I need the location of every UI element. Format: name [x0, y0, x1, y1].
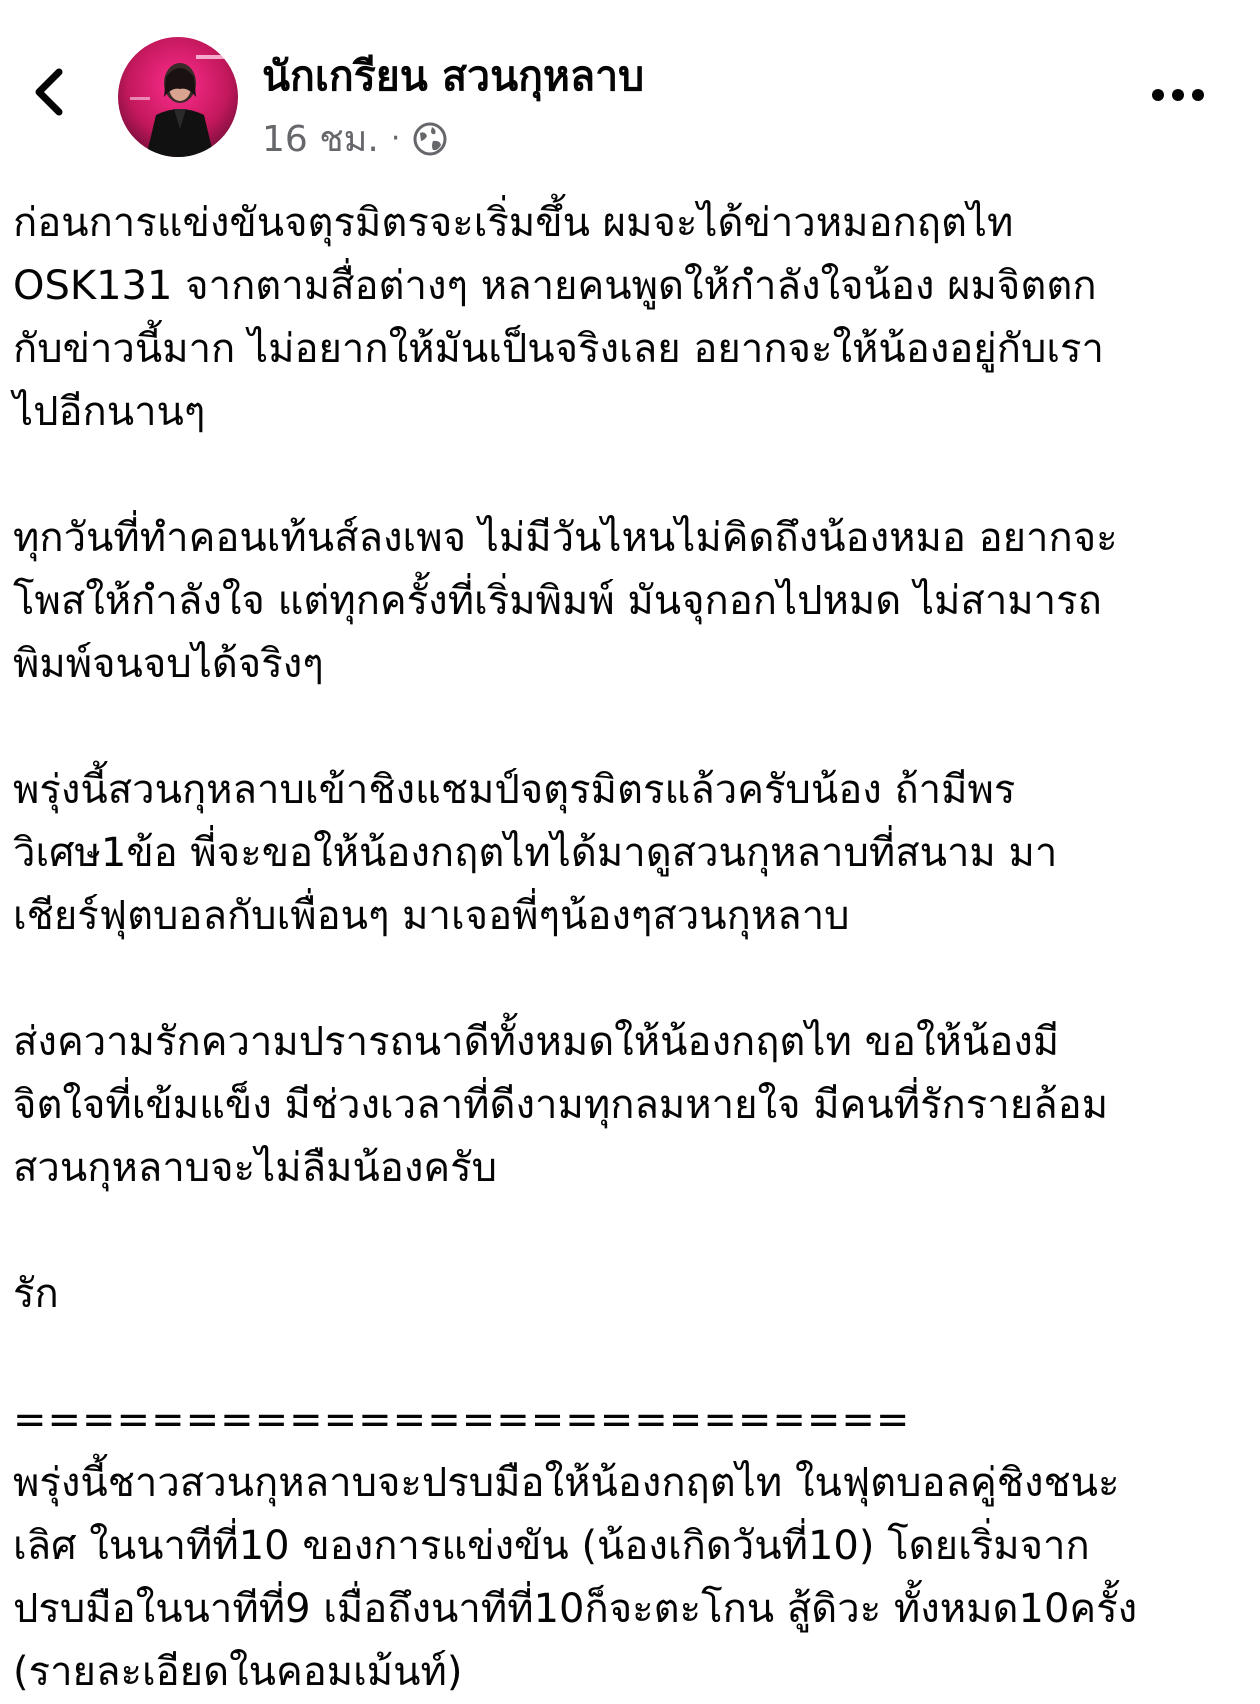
text-line: กับข่าวนี้มาก ไม่อยากให้มันเป็นจริงเลย อยากจะให้น้องอยู่กับเรา	[13, 326, 1104, 372]
paragraph	[13, 1452, 1243, 1704]
text-line: (รายละเอียดในคอมเม้นท์)	[13, 1649, 463, 1695]
text-line: พรุ่งนี้สวนกุหลาบเข้าชิงแชมป์จตุรมิตรแล้วครับน้อง ถ้ามีพร	[13, 767, 1016, 813]
globe-icon	[412, 121, 448, 157]
text-line: โพสให้กำลังใจ แต่ทุกครั้งที่เริ่มพิมพ์ มันจุกอกไปหมด ไม่สามารถ	[13, 578, 1102, 624]
post-time[interactable]: 16 ชม.	[262, 119, 379, 160]
text-line: เชียร์ฟุตบอลกับเพื่อนๆ มาเจอพี่ๆน้องๆสวนกุหลาบ	[13, 893, 850, 939]
back-button[interactable]	[22, 62, 74, 122]
divider-line: ==========================	[13, 1397, 911, 1443]
text-line: วิเศษ1ข้อ พี่จะขอให้น้องกฤตไทได้มาดูสวนกุหลาบที่สนาม มา	[13, 830, 1058, 876]
paragraph	[13, 192, 1243, 444]
post-body	[13, 192, 1243, 1704]
more-horizontal-icon	[1151, 88, 1205, 102]
paragraph	[13, 759, 1243, 948]
text-line: จิตใจที่เข้มแข็ง มีช่วงเวลาที่ดีงามทุกลมหายใจ มีคนที่รักรายล้อม	[13, 1082, 1109, 1128]
text-line: พิมพ์จนจบได้จริงๆ	[13, 641, 324, 687]
meta-separator: ·	[390, 121, 401, 156]
chevron-left-icon	[31, 67, 65, 117]
text-line: เลิศ ในนาทีที่10 ของการแข่งขัน (น้องเกิดวันที่10) โดยเริ่มจาก	[13, 1523, 1090, 1569]
post-meta	[262, 110, 448, 167]
text-line: ไปอีกนานๆ	[13, 389, 206, 435]
sign-off: รัก	[13, 1271, 59, 1317]
text-line: ปรบมือในนาทีที่9 เมื่อถึงนาทีที่10ก็จะตะโกน สู้ดิวะ ทั้งหมด10ครั้ง	[13, 1586, 1138, 1632]
author-name[interactable]: นักเกรียน สวนกุหลาบ	[262, 52, 645, 100]
text-line: ก่อนการแข่งขันจตุรมิตรจะเริ่มขึ้น ผมจะได้ข่าวหมอกฤตไท	[13, 200, 1014, 246]
avatar[interactable]	[118, 37, 238, 157]
text-line: ทุกวันที่ทำคอนเท้นส์ลงเพจ ไม่มีวันไหนไม่คิดถึงน้องหมอ อยากจะ	[13, 515, 1118, 561]
post-header	[0, 0, 1260, 175]
text-line: OSK131 จากตามสื่อต่างๆ หลายคนพูดให้กำลังใจน้อง ผมจิตตก	[13, 263, 1097, 309]
paragraph	[13, 507, 1243, 696]
text-line: สวนกุหลาบจะไม่ลืมน้องครับ	[13, 1145, 497, 1191]
paragraph	[13, 1011, 1243, 1200]
text-line: พรุ่งนี้ชาวสวนกุหลาบจะปรบมือให้น้องกฤตไท ในฟุตบอลคู่ชิงชนะ	[13, 1460, 1120, 1506]
text-line: ส่งความรักความปรารถนาดีทั้งหมดให้น้องกฤตไท ขอให้น้องมี	[13, 1019, 1060, 1065]
more-options-button[interactable]	[1148, 80, 1208, 110]
